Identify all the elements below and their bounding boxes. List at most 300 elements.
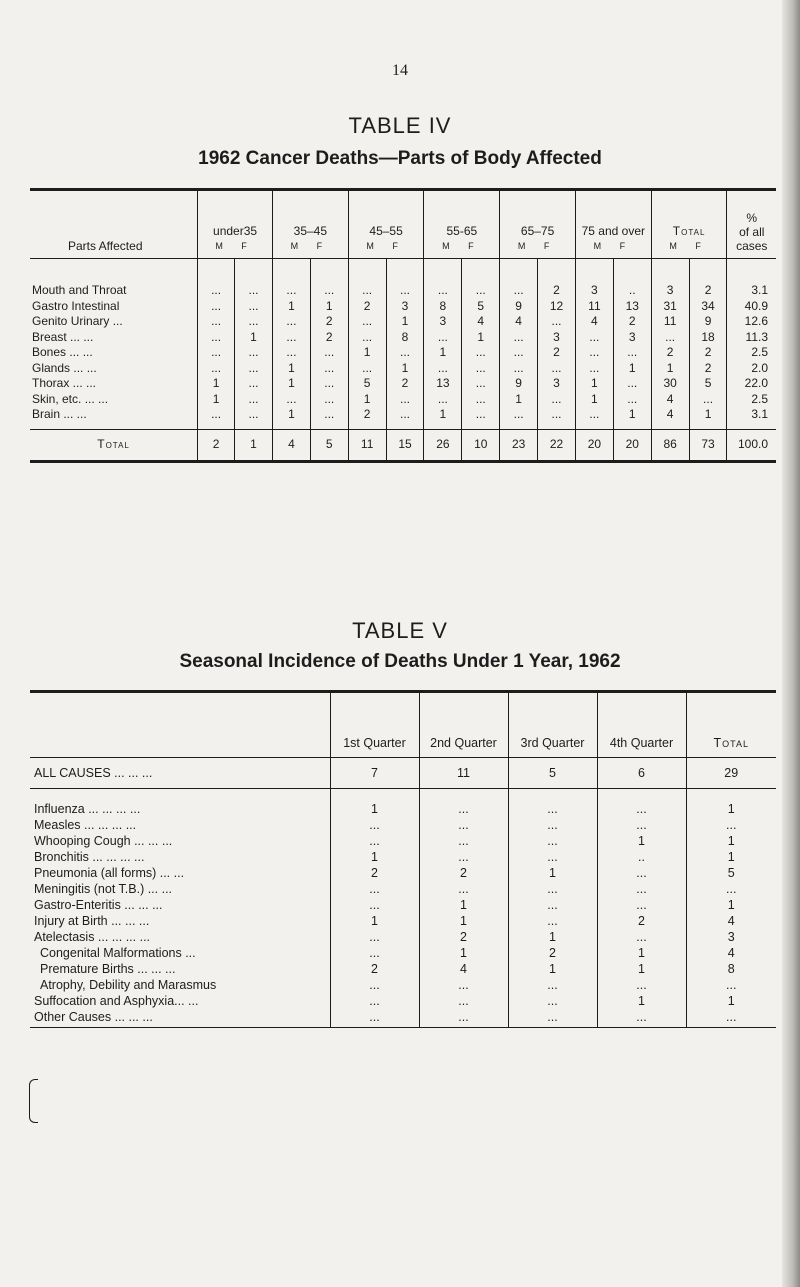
quarter-cell: ... (330, 881, 419, 897)
all-causes-cell: 5 (508, 758, 597, 789)
all-causes-row (30, 758, 776, 789)
quarter-cell: 1 (330, 789, 419, 818)
header-quarter: 2nd Quarter (419, 692, 508, 758)
count-cell: 1 (575, 376, 613, 392)
count-cell: 2 (310, 314, 348, 330)
count-cell: ... (500, 407, 538, 429)
cause-label: Gastro-Enteritis ... ... ... (34, 898, 163, 912)
table-row (30, 929, 776, 945)
count-cell: ... (310, 345, 348, 361)
count-cell: ... (424, 361, 462, 377)
quarter-cell: ... (330, 1009, 419, 1028)
count-cell: ... (500, 361, 538, 377)
count-cell: 3 (538, 330, 576, 346)
table-row (30, 881, 776, 897)
total-count-cell: 23 (500, 429, 538, 461)
count-cell: ... (538, 407, 576, 429)
quarter-cell: 2 (419, 929, 508, 945)
table-iv-title: TABLE IV (348, 113, 452, 138)
total-count-cell: 22 (538, 429, 576, 461)
count-cell: 2 (386, 376, 424, 392)
count-cell: ... (348, 361, 386, 377)
total-count-cell: 11 (348, 429, 386, 461)
table-row (30, 833, 776, 849)
total-count-cell: 5 (310, 429, 348, 461)
count-cell: 31 (651, 299, 689, 315)
count-cell: 3 (538, 376, 576, 392)
table-row (30, 897, 776, 913)
count-cell: 4 (462, 314, 500, 330)
count-cell: 1 (613, 407, 651, 429)
count-cell: 1 (386, 361, 424, 377)
header-cause (30, 692, 330, 758)
all-causes-label: ALL CAUSES ... ... ... (30, 758, 330, 789)
table-row (30, 376, 776, 392)
count-cell: 1 (613, 361, 651, 377)
count-cell: ... (462, 345, 500, 361)
table-row (30, 945, 776, 961)
count-cell: 1 (386, 314, 424, 330)
total-count-cell: 86 (651, 429, 689, 461)
count-cell: 3 (575, 259, 613, 299)
count-cell: ... (310, 392, 348, 408)
count-cell: ... (500, 345, 538, 361)
header-parts-affected: Parts Affected (30, 190, 198, 259)
quarter-cell: 1 (508, 929, 597, 945)
cause-label: Influenza ... ... ... ... (34, 802, 141, 816)
quarter-cell: ... (508, 833, 597, 849)
total-cell: 1 (686, 789, 776, 818)
header-quarter: 1st Quarter (330, 692, 419, 758)
quarter-cell: ... (330, 833, 419, 849)
count-cell: 1 (272, 407, 310, 429)
total-count-cell: 1 (235, 429, 273, 461)
quarter-cell: 2 (330, 865, 419, 881)
row-label: Brain ... ... (32, 407, 87, 422)
count-cell: ... (462, 376, 500, 392)
count-cell: ... (235, 299, 273, 315)
count-cell: 2 (538, 345, 576, 361)
count-cell: ... (310, 407, 348, 429)
percent-cell: 12.6 (727, 314, 776, 330)
count-cell: ... (198, 299, 235, 315)
quarter-cell: .. (597, 849, 686, 865)
header-group: 45–55 M F (348, 190, 424, 259)
count-cell: ... (348, 330, 386, 346)
total-count-cell: 73 (689, 429, 727, 461)
count-cell: 30 (651, 376, 689, 392)
total-cell: 5 (686, 865, 776, 881)
row-label: Breast ... ... (32, 329, 94, 344)
count-cell: ... (310, 361, 348, 377)
total-cell: 8 (686, 961, 776, 977)
row-label: Gastro Intestinal (32, 298, 120, 313)
quarter-cell: ... (419, 817, 508, 833)
quarter-cell: ... (508, 977, 597, 993)
quarter-cell: ... (419, 849, 508, 865)
count-cell: 1 (198, 376, 235, 392)
count-cell: 1 (575, 392, 613, 408)
quarter-cell: ... (419, 1009, 508, 1028)
table-row (30, 865, 776, 881)
cause-label: Congenital Malformations ... (40, 946, 196, 960)
page-number: 14 (392, 62, 408, 79)
count-cell: 1 (424, 345, 462, 361)
table-row (30, 330, 776, 346)
total-cell: 3 (686, 929, 776, 945)
quarter-cell: ... (597, 897, 686, 913)
count-cell: ... (198, 407, 235, 429)
count-cell: 11 (651, 314, 689, 330)
quarter-cell: 1 (419, 913, 508, 929)
count-cell: ... (272, 259, 310, 299)
cause-label: Pneumonia (all forms) ... ... (34, 866, 185, 880)
percent-cell: 22.0 (727, 376, 776, 392)
row-label: Skin, etc. ... ... (32, 391, 109, 406)
total-cell: 1 (686, 993, 776, 1009)
count-cell: 3 (386, 299, 424, 315)
table-row (30, 392, 776, 408)
count-cell: ... (235, 361, 273, 377)
count-cell: 5 (689, 376, 727, 392)
percent-cell: 11.3 (727, 330, 776, 346)
count-cell: ... (235, 259, 273, 299)
count-cell: 8 (424, 299, 462, 315)
table-row (30, 407, 776, 429)
total-cell: ... (686, 881, 776, 897)
count-cell: 1 (462, 330, 500, 346)
quarter-cell: 1 (508, 961, 597, 977)
header-group: 75 and over M F (575, 190, 651, 259)
quarter-cell: 1 (330, 913, 419, 929)
quarter-cell: 2 (597, 913, 686, 929)
table-iv (30, 188, 776, 463)
count-cell: ... (272, 314, 310, 330)
count-cell: 1 (272, 376, 310, 392)
count-cell: ... (424, 259, 462, 299)
count-cell: ... (462, 407, 500, 429)
total-count-cell: 2 (198, 429, 235, 461)
count-cell: ... (198, 345, 235, 361)
quarter-cell: ... (508, 789, 597, 818)
table-v (30, 690, 776, 1028)
count-cell: 9 (689, 314, 727, 330)
count-cell: ... (575, 345, 613, 361)
total-cell: 4 (686, 945, 776, 961)
count-cell: ... (386, 407, 424, 429)
cause-label: Bronchitis ... ... ... ... (34, 850, 145, 864)
cause-label: Premature Births ... ... ... (40, 962, 176, 976)
table-v-header-row (30, 692, 776, 758)
total-cell: ... (686, 817, 776, 833)
count-cell: 1 (235, 330, 273, 346)
table-row (30, 345, 776, 361)
quarter-cell: ... (597, 881, 686, 897)
quarter-cell: 1 (597, 945, 686, 961)
count-cell: ... (613, 345, 651, 361)
count-cell: 1 (310, 299, 348, 315)
quarter-cell: ... (508, 1009, 597, 1028)
cause-label: Whooping Cough ... ... ... (34, 834, 173, 848)
quarter-cell: ... (508, 817, 597, 833)
count-cell: 34 (689, 299, 727, 315)
total-percent-cell: 100.0 (727, 429, 776, 461)
cause-label: Injury at Birth ... ... ... (34, 914, 150, 928)
percent-cell: 2.0 (727, 361, 776, 377)
table-row (30, 789, 776, 818)
total-cell: 1 (686, 849, 776, 865)
quarter-cell: ... (419, 833, 508, 849)
quarter-cell: 1 (597, 961, 686, 977)
count-cell: 1 (198, 392, 235, 408)
count-cell: ... (500, 330, 538, 346)
count-cell: 1 (424, 407, 462, 429)
total-cell: 1 (686, 897, 776, 913)
header-total: Total (686, 692, 776, 758)
count-cell: ... (538, 314, 576, 330)
quarter-cell: ... (597, 865, 686, 881)
count-cell: ... (613, 392, 651, 408)
table-row (30, 361, 776, 377)
quarter-cell: 2 (330, 961, 419, 977)
quarter-cell: ... (330, 945, 419, 961)
quarter-cell: 2 (508, 945, 597, 961)
count-cell: 18 (689, 330, 727, 346)
count-cell: 5 (348, 376, 386, 392)
total-cell: ... (686, 1009, 776, 1028)
cause-label: Atrophy, Debility and Marasmus (40, 978, 217, 992)
quarter-cell: ... (508, 881, 597, 897)
all-causes-cell: 11 (419, 758, 508, 789)
quarter-cell: ... (597, 1009, 686, 1028)
cause-label: Suffocation and Asphyxia... ... (34, 994, 199, 1008)
count-cell: 2 (689, 345, 727, 361)
count-cell: 2 (651, 345, 689, 361)
cause-label: Meningitis (not T.B.) ... ... (34, 882, 173, 896)
row-label: Mouth and Throat (32, 283, 127, 298)
header-group-total: Total M F (651, 190, 727, 259)
count-cell: .. (613, 259, 651, 299)
count-cell: ... (235, 345, 273, 361)
count-cell: ... (348, 314, 386, 330)
quarter-cell: 1 (419, 897, 508, 913)
count-cell: ... (310, 376, 348, 392)
count-cell: 4 (651, 407, 689, 429)
count-cell: ... (235, 392, 273, 408)
count-cell: 12 (538, 299, 576, 315)
total-count-cell: 10 (462, 429, 500, 461)
count-cell: ... (424, 392, 462, 408)
total-row (30, 429, 776, 461)
count-cell: 1 (689, 407, 727, 429)
count-cell: ... (462, 259, 500, 299)
count-cell: ... (272, 345, 310, 361)
count-cell: ... (386, 345, 424, 361)
table-iv-subtitle: 1962 Cancer Deaths—Parts of Body Affected (198, 148, 602, 169)
count-cell: ... (198, 361, 235, 377)
table-row (30, 977, 776, 993)
count-cell: ... (575, 361, 613, 377)
count-cell: 2 (689, 259, 727, 299)
all-causes-cell: 6 (597, 758, 686, 789)
count-cell: 13 (424, 376, 462, 392)
count-cell: 3 (613, 330, 651, 346)
header-group: 65–75 M F (500, 190, 576, 259)
count-cell: 5 (462, 299, 500, 315)
row-label: Thorax ... ... (32, 376, 97, 391)
row-label: Glands ... ... (32, 360, 97, 375)
count-cell: ... (500, 259, 538, 299)
count-cell: ... (689, 392, 727, 408)
percent-cell: 2.5 (727, 392, 776, 408)
quarter-cell: 1 (597, 993, 686, 1009)
quarter-cell: ... (508, 897, 597, 913)
count-cell: 4 (651, 392, 689, 408)
quarter-cell: ... (330, 897, 419, 913)
total-cell: ... (686, 977, 776, 993)
count-cell: ... (575, 330, 613, 346)
table-v-title: TABLE V (352, 618, 448, 643)
quarter-cell: 1 (419, 945, 508, 961)
row-label: Genito Urinary ... (32, 314, 123, 329)
header-group: under35 M F (198, 190, 273, 259)
cause-label: Measles ... ... ... ... (34, 818, 137, 832)
total-cell: 4 (686, 913, 776, 929)
quarter-cell: 1 (330, 849, 419, 865)
count-cell: 1 (272, 299, 310, 315)
quarter-cell: ... (597, 977, 686, 993)
count-cell: 4 (500, 314, 538, 330)
table-row (30, 1009, 776, 1028)
quarter-cell: ... (419, 881, 508, 897)
count-cell: ... (575, 407, 613, 429)
quarter-cell: ... (597, 817, 686, 833)
count-cell: ... (538, 392, 576, 408)
total-count-cell: 15 (386, 429, 424, 461)
quarter-cell: 1 (508, 865, 597, 881)
table-row (30, 993, 776, 1009)
count-cell: ... (198, 330, 235, 346)
all-causes-cell: 29 (686, 758, 776, 789)
count-cell: ... (235, 314, 273, 330)
count-cell: 3 (424, 314, 462, 330)
quarter-cell: ... (330, 977, 419, 993)
table-row (30, 817, 776, 833)
table-iv-header-row (30, 190, 776, 259)
quarter-cell: ... (597, 789, 686, 818)
count-cell: ... (198, 314, 235, 330)
quarter-cell: ... (419, 993, 508, 1009)
percent-cell: 2.5 (727, 345, 776, 361)
quarter-cell: ... (330, 993, 419, 1009)
count-cell: 1 (500, 392, 538, 408)
count-cell: ... (348, 259, 386, 299)
header-group: 55-65 M F (424, 190, 500, 259)
quarter-cell: ... (508, 913, 597, 929)
percent-cell: 40.9 (727, 299, 776, 315)
total-count-cell: 20 (613, 429, 651, 461)
count-cell: ... (651, 330, 689, 346)
table-row (30, 913, 776, 929)
quarter-cell: ... (419, 977, 508, 993)
count-cell: 1 (348, 392, 386, 408)
count-cell: ... (424, 330, 462, 346)
header-percent: % of all cases (727, 190, 776, 259)
brace-mark (29, 1079, 38, 1123)
count-cell: 8 (386, 330, 424, 346)
quarter-cell: ... (508, 849, 597, 865)
total-cell: 1 (686, 833, 776, 849)
quarter-cell: ... (330, 817, 419, 833)
count-cell: 2 (348, 299, 386, 315)
row-label: Bones ... ... (32, 345, 93, 360)
count-cell: ... (538, 361, 576, 377)
total-count-cell: 4 (272, 429, 310, 461)
count-cell: 2 (689, 361, 727, 377)
table-v-subtitle: Seasonal Incidence of Deaths Under 1 Year, 1962 (179, 651, 621, 672)
cause-label: Atelectasis ... ... ... ... (34, 930, 151, 944)
count-cell: ... (272, 330, 310, 346)
count-cell: ... (613, 376, 651, 392)
count-cell: 11 (575, 299, 613, 315)
table-row (30, 849, 776, 865)
count-cell: ... (272, 392, 310, 408)
count-cell: ... (462, 392, 500, 408)
count-cell: 4 (575, 314, 613, 330)
count-cell: 1 (272, 361, 310, 377)
quarter-cell: ... (597, 929, 686, 945)
quarter-cell: ... (419, 789, 508, 818)
count-cell: 13 (613, 299, 651, 315)
count-cell: ... (235, 376, 273, 392)
count-cell: ... (235, 407, 273, 429)
percent-cell: 3.1 (727, 407, 776, 429)
header-quarter: 3rd Quarter (508, 692, 597, 758)
percent-cell: 3.1 (727, 259, 776, 299)
count-cell: 2 (613, 314, 651, 330)
table-row (30, 259, 776, 299)
total-label: Total (30, 429, 198, 461)
count-cell: 2 (538, 259, 576, 299)
count-cell: ... (386, 392, 424, 408)
total-count-cell: 26 (424, 429, 462, 461)
quarter-cell: ... (508, 993, 597, 1009)
quarter-cell: 2 (419, 865, 508, 881)
count-cell: 3 (651, 259, 689, 299)
count-cell: 1 (651, 361, 689, 377)
quarter-cell: 4 (419, 961, 508, 977)
count-cell: 2 (348, 407, 386, 429)
cause-label: Other Causes ... ... ... (34, 1010, 153, 1024)
total-count-cell: 20 (575, 429, 613, 461)
count-cell: ... (198, 259, 235, 299)
header-quarter: 4th Quarter (597, 692, 686, 758)
count-cell: ... (310, 259, 348, 299)
count-cell: 1 (348, 345, 386, 361)
all-causes-cell: 7 (330, 758, 419, 789)
header-group: 35–45 M F (272, 190, 348, 259)
count-cell: 9 (500, 376, 538, 392)
count-cell: 2 (310, 330, 348, 346)
count-cell: ... (386, 259, 424, 299)
quarter-cell: 1 (597, 833, 686, 849)
table-row (30, 961, 776, 977)
count-cell: 9 (500, 299, 538, 315)
table-row (30, 314, 776, 330)
quarter-cell: ... (330, 929, 419, 945)
table-row (30, 299, 776, 315)
count-cell: ... (462, 361, 500, 377)
